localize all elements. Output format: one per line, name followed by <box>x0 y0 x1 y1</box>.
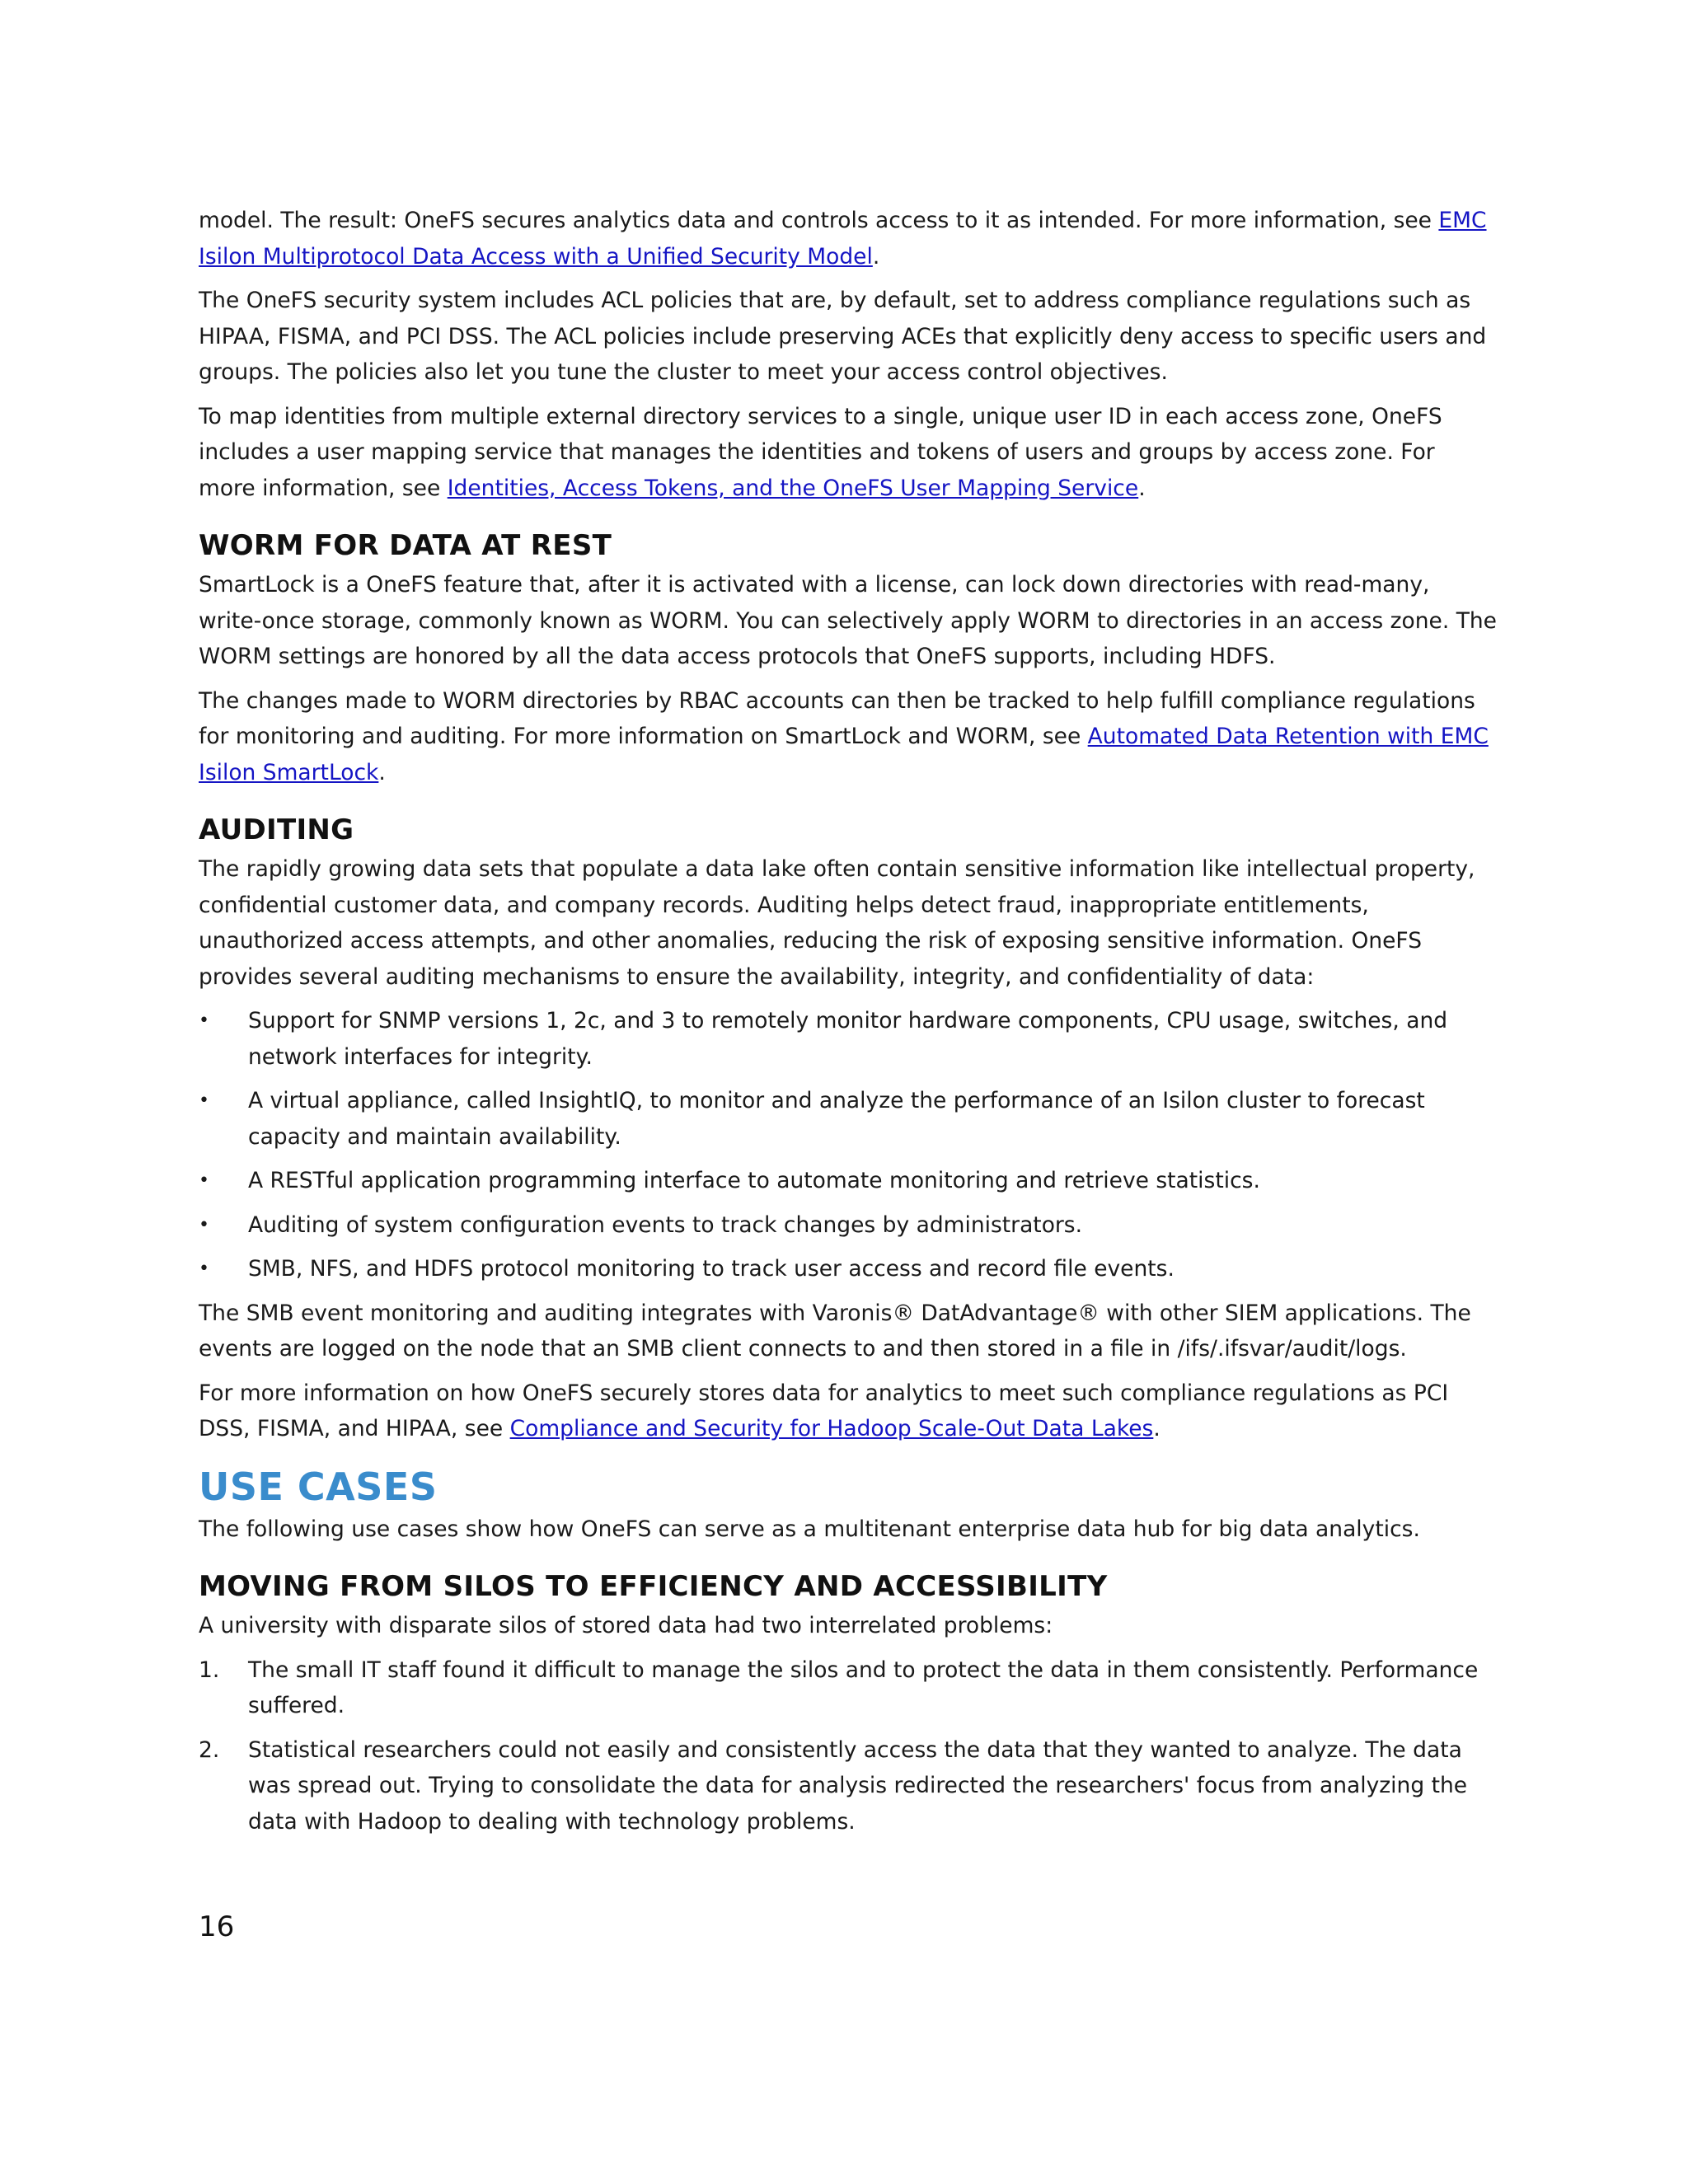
moving-numbered-list <box>199 1652 1497 1840</box>
link-compliance-and-security[interactable]: Compliance and Security for Hadoop Scale-Out Data Lakes <box>509 1416 1154 1441</box>
heading-moving-from-silos: MOVING FROM SILOS TO EFFICIENCY AND ACCESSIBILITY <box>199 1570 1108 1603</box>
moving-paragraph-1: A university with disparate silos of stored data had two interrelated problems: <box>199 1613 1053 1638</box>
list-item <box>199 1732 1497 1840</box>
bullet-icon: • <box>199 1170 209 1191</box>
list-item-text: Auditing of system configuration events to track changes by administrators. <box>248 1212 1083 1238</box>
bullet-icon: • <box>199 1010 209 1031</box>
list-number: 2. <box>199 1736 220 1763</box>
heading-use-cases: USE CASES <box>199 1464 438 1509</box>
list-item-text: Statistical researchers could not easily and consistently access the data that they wanted to analyze. The data was spread out. Trying to consolidate the data for analysis redirected the researchers' focus from analyzing the data with Hadoop to dealing with technology problems. <box>248 1736 1468 1835</box>
heading-auditing: AUDITING <box>199 813 354 846</box>
document-page <box>199 203 1497 1848</box>
list-item-text: A virtual appliance, called InsightIQ, to monitor and analyze the performance of an Isilon cluster to forecast capacity and maintain availability. <box>248 1088 1425 1150</box>
link-multiprotocol-data-access[interactable]: EMC Isilon Multiprotocol Data Access with a Unified Security Model <box>199 208 1487 269</box>
link-automated-data-retention[interactable]: Automated Data Retention with EMC Isilon SmartLock <box>199 724 1489 785</box>
bullet-icon: • <box>199 1090 209 1111</box>
bullet-icon: • <box>199 1214 209 1235</box>
page-number: 16 <box>199 1910 235 1943</box>
auditing-paragraph-1: The rapidly growing data sets that populate a data lake often contain sensitive information like intellectual property, confidential customer data, and company records. Auditing helps detect fraud, inappropriate entitlements, unauthorized access attempts, and other anomalies, reducing the risk of exposing sensitive information. OneFS provides several auditing mechanisms to ensure the availability, integrity, and confidentiality of data: <box>199 856 1475 990</box>
auditing-paragraph-2: The SMB event monitoring and auditing integrates with Varonis® DatAdvantage® with other SIEM applications. The events are logged on the node that an SMB client connects to and then stored in a file in /ifs/.ifsvar/audit/logs. <box>199 1300 1471 1361</box>
use-cases-paragraph-1: The following use cases show how OneFS can serve as a multitenant enterprise data hub for big data analytics. <box>199 1516 1420 1542</box>
worm-p2-end: . <box>378 759 386 785</box>
worm-p2-text: The changes made to WORM directories by RBAC accounts can then be tracked to help fulfill compliance regulations for monitoring and auditing. For more information on SmartLock and WORM, see <box>199 687 1475 749</box>
auditing-bullet-list <box>199 1003 1497 1287</box>
auditing-paragraph-3 <box>199 1376 1497 1447</box>
list-item <box>199 1652 1497 1724</box>
list-item <box>199 1003 1497 1075</box>
bullet-icon: • <box>199 1258 209 1279</box>
list-item <box>199 1251 1497 1287</box>
intro-paragraph-3 <box>199 399 1497 507</box>
intro-p3-end: . <box>1138 475 1146 501</box>
worm-paragraph-2 <box>199 683 1497 791</box>
heading-worm: WORM FOR DATA AT REST <box>199 529 612 562</box>
list-item-text: A RESTful application programming interface to automate monitoring and retrieve statistics. <box>248 1168 1260 1193</box>
list-item <box>199 1163 1497 1199</box>
worm-paragraph-1: SmartLock is a OneFS feature that, after it is activated with a license, can lock down directories with read-many, write-once storage, commonly known as WORM. You can selectively apply WORM to directories in an access zone. The WORM settings are honored by all the data access protocols that OneFS supports, including HDFS. <box>199 572 1497 669</box>
list-item <box>199 1207 1497 1244</box>
list-item-text: Support for SNMP versions 1, 2c, and 3 to remotely monitor hardware components, CPU usage, switches, and network interfaces for integrity. <box>248 1008 1448 1070</box>
auditing-p3-end: . <box>1153 1416 1160 1441</box>
intro-paragraph-1 <box>199 203 1497 274</box>
link-identities-access-tokens[interactable]: Identities, Access Tokens, and the OneFS User Mapping Service <box>447 475 1139 501</box>
intro-paragraph-2: The OneFS security system includes ACL policies that are, by default, set to address compliance regulations such as HIPAA, FISMA, and PCI DSS. The ACL policies include preserving ACEs that explicitly deny access to specific users and groups. The policies also let you tune the cluster to meet your access control objectives. <box>199 288 1487 385</box>
list-item-text: SMB, NFS, and HDFS protocol monitoring to track user access and record file events. <box>248 1256 1175 1282</box>
auditing-p3-text: For more information on how OneFS securely stores data for analytics to meet such compliance regulations as PCI DSS, FISMA, and HIPAA, see <box>199 1380 1449 1441</box>
intro-p1-text: model. The result: OneFS secures analytics data and controls access to it as intended. For more information, see <box>199 208 1439 233</box>
list-number: 1. <box>199 1657 220 1683</box>
intro-p1-end: . <box>872 243 880 269</box>
intro-p3-text: To map identities from multiple external directory services to a single, unique user ID in each access zone, OneFS includes a user mapping service that manages the identities and tokens of users and groups by access zone. For more information, see <box>199 403 1442 501</box>
list-item-text: The small IT staff found it difficult to manage the silos and to protect the data in them consistently. Performance suffered. <box>248 1657 1479 1718</box>
list-item <box>199 1083 1497 1155</box>
